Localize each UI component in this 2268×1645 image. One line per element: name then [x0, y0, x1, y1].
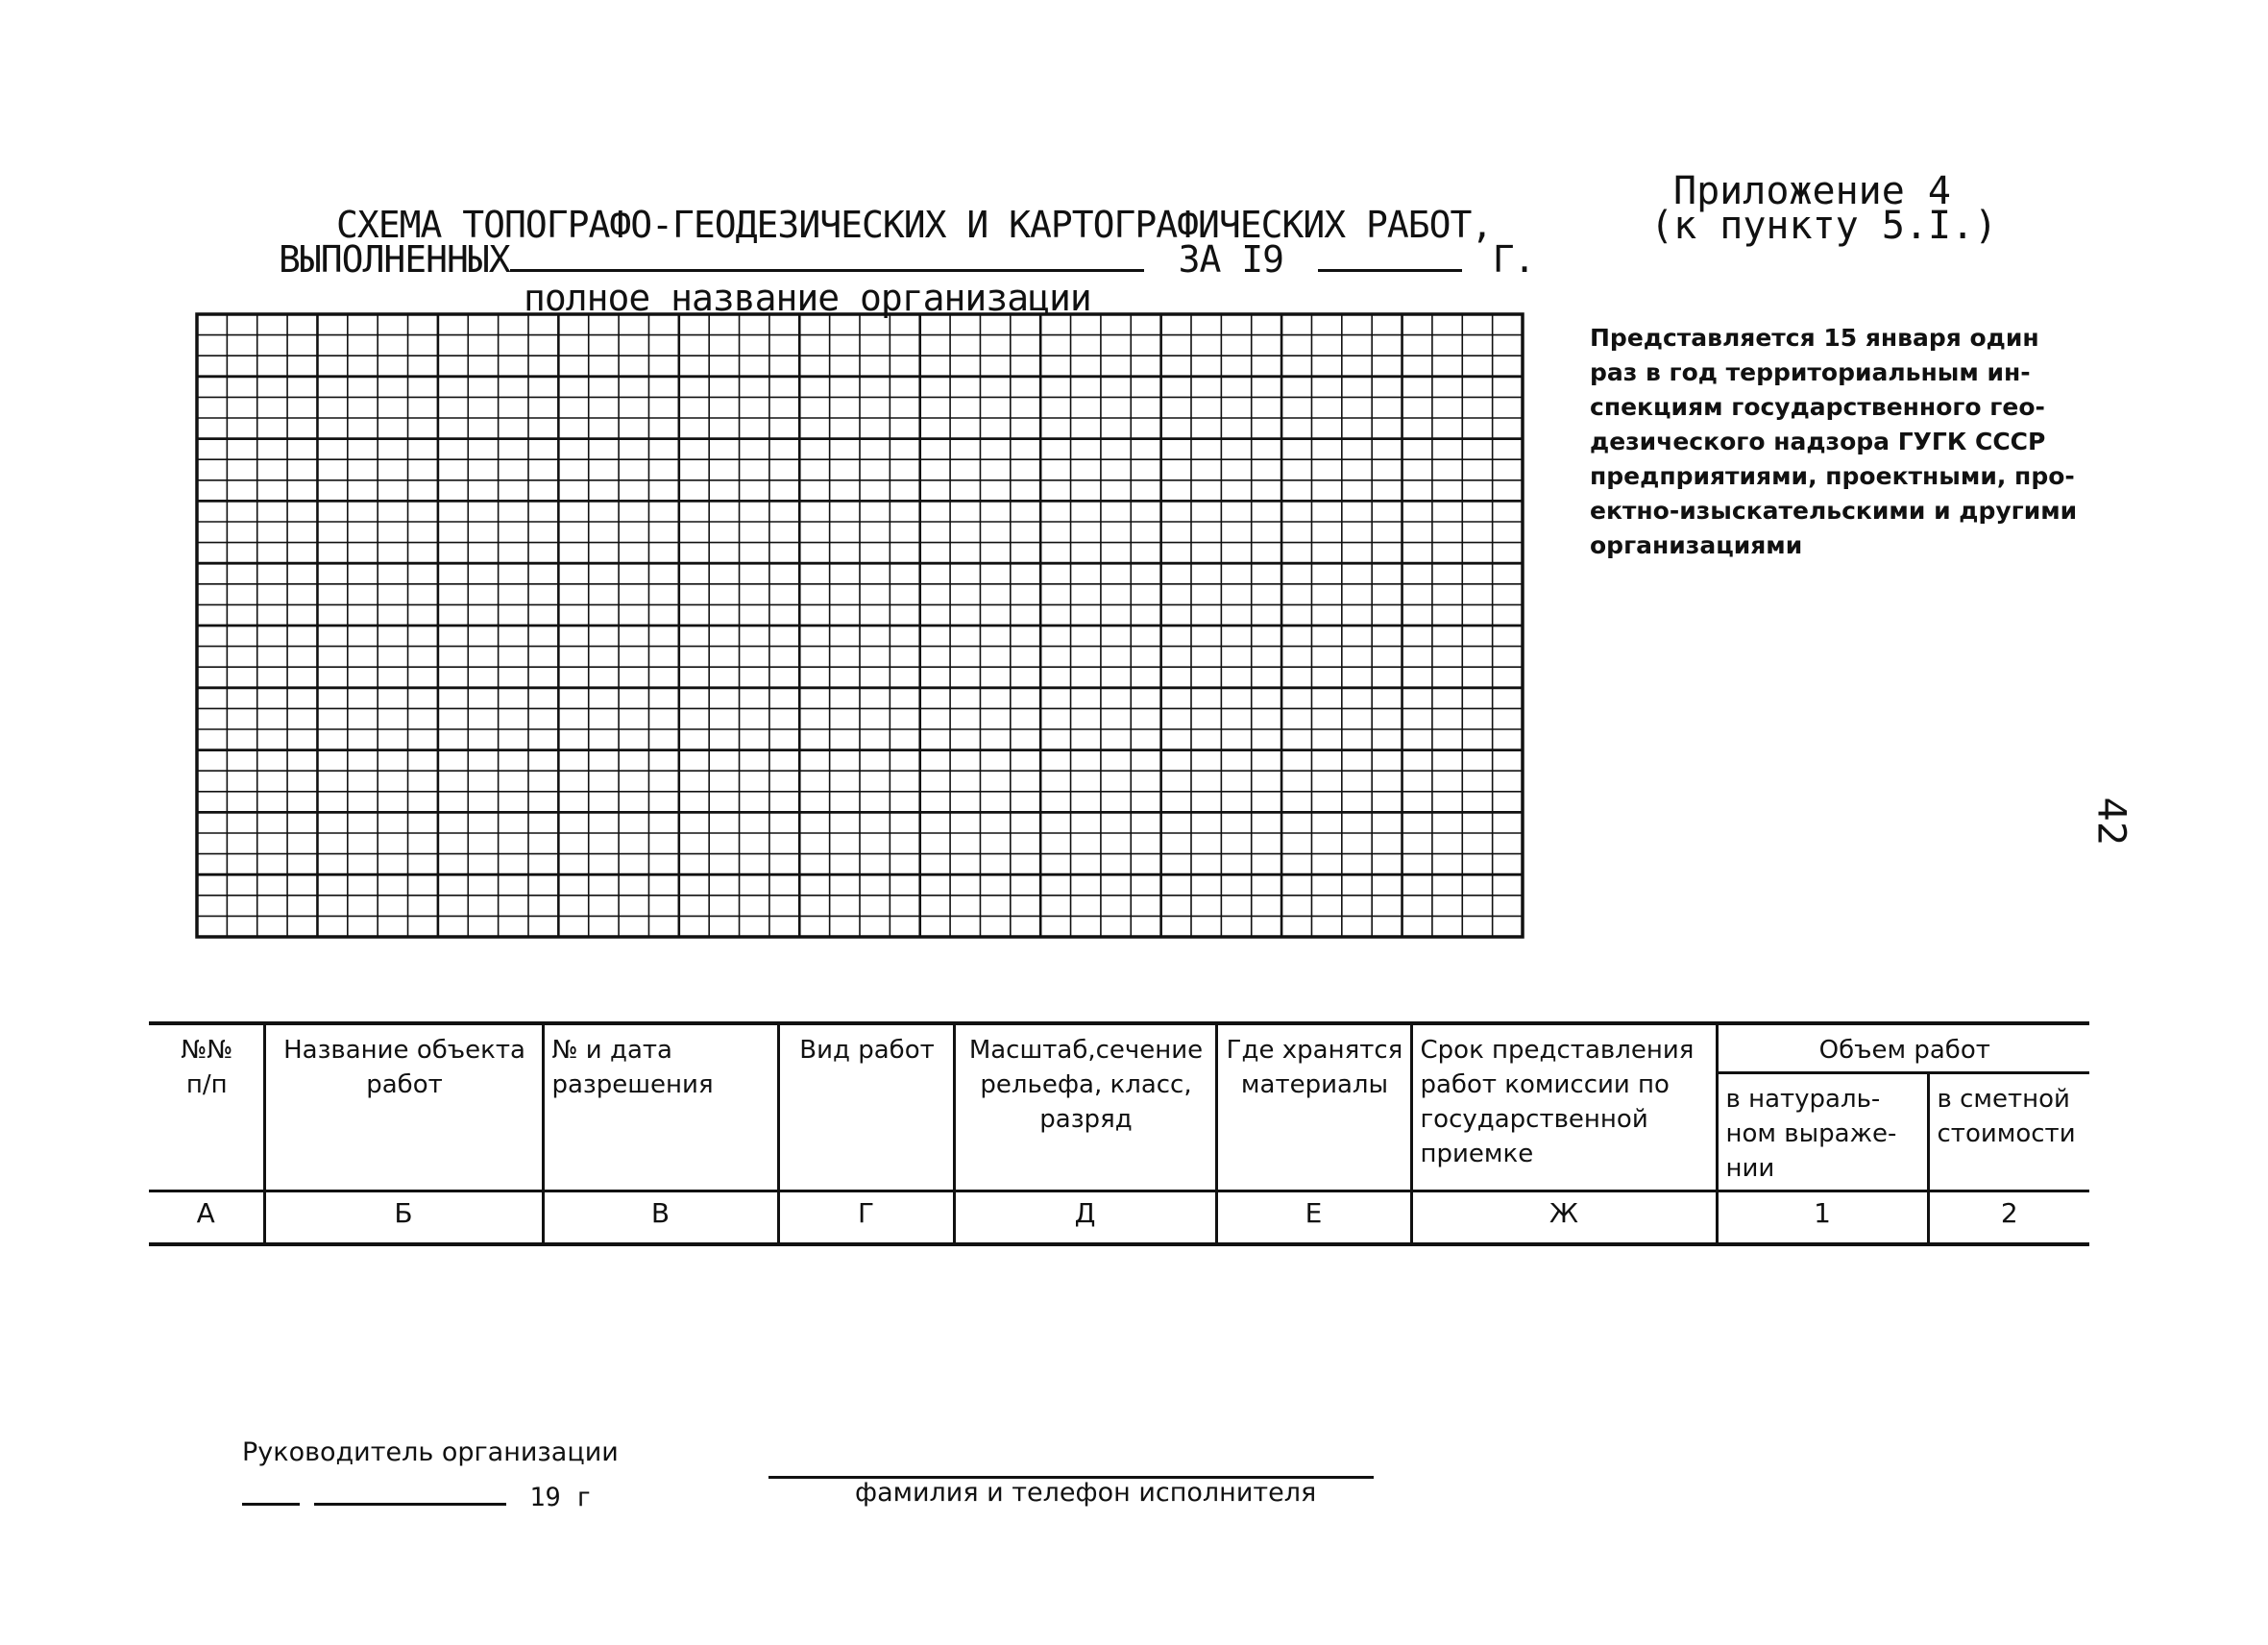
- note-line: ектно-изыскательскими и другими: [1590, 497, 2078, 525]
- appendix-reference: (к пункту 5.I.): [1650, 204, 1998, 248]
- signature-date: [242, 1476, 592, 1512]
- organization-caption: полное название организации: [524, 277, 1091, 319]
- header-storage: Где хранятся материалы: [1216, 1023, 1411, 1191]
- header-permit: № и дата разрешения: [543, 1023, 778, 1191]
- header-object-name: Название объекта работ: [264, 1023, 543, 1191]
- form-title-line1: СХЕМА ТОПОГРАФО-ГЕОДЕЗИЧЕСКИХ И КАРТОГРАФИЧЕСКИХ РАБОТ,: [336, 204, 1493, 246]
- performed-label: ВЫПОЛНЕННЫХ: [279, 238, 510, 281]
- code-cell: Е: [1216, 1191, 1411, 1245]
- page-number: 42: [2088, 797, 2134, 847]
- executor-caption: фамилия и телефон исполнителя: [855, 1478, 1317, 1508]
- day-blank: [242, 1476, 300, 1506]
- month-blank: [314, 1476, 506, 1506]
- note-line: дезического надзора ГУГК СССР: [1590, 428, 2046, 455]
- signature-head-label: Руководитель организации: [242, 1437, 619, 1467]
- code-cell: Б: [264, 1191, 543, 1245]
- note-line: Представляется 15 января один: [1590, 324, 2039, 352]
- submission-note: [1590, 321, 2077, 563]
- header-volume-cost: в сметной стоимости: [1928, 1073, 2089, 1191]
- appendix-number: Приложение 4: [1673, 169, 1951, 213]
- header-row-number: №№ п/п: [149, 1023, 264, 1191]
- header-scale: Масштаб,сечение рельефа, класс, разряд: [954, 1023, 1216, 1191]
- code-cell: 1: [1717, 1191, 1928, 1245]
- code-cell: А: [149, 1191, 264, 1245]
- note-line: спекциям государственного гео-: [1590, 393, 2045, 421]
- signature-year: 19 г: [529, 1483, 593, 1512]
- note-line: предприятиями, проектными, про-: [1590, 462, 2075, 490]
- form-title-line2: [279, 238, 1535, 281]
- note-line: раз в год территориальным ин-: [1590, 358, 2031, 386]
- code-cell: 2: [1928, 1191, 2089, 1245]
- code-cell: Д: [954, 1191, 1216, 1245]
- header-volume: Объем работ: [1717, 1023, 2089, 1073]
- year-blank: [1318, 240, 1462, 272]
- table-row: [149, 1191, 2089, 1245]
- map-grid-scheme: [192, 309, 1527, 944]
- year-suffix: Г.: [1492, 238, 1535, 281]
- code-cell: Г: [778, 1191, 954, 1245]
- works-table: [149, 1021, 2089, 1246]
- code-cell: В: [543, 1191, 778, 1245]
- organization-blank: [510, 240, 1144, 272]
- note-line: организациями: [1590, 531, 1803, 559]
- year-label: ЗА I9: [1178, 238, 1283, 281]
- header-work-type: Вид работ: [778, 1023, 954, 1191]
- header-volume-natural: в натураль- ном выраже- нии: [1717, 1073, 1928, 1191]
- header-deadline: Срок представления работ комиссии по государственной приемке: [1411, 1023, 1717, 1191]
- code-cell: Ж: [1411, 1191, 1717, 1245]
